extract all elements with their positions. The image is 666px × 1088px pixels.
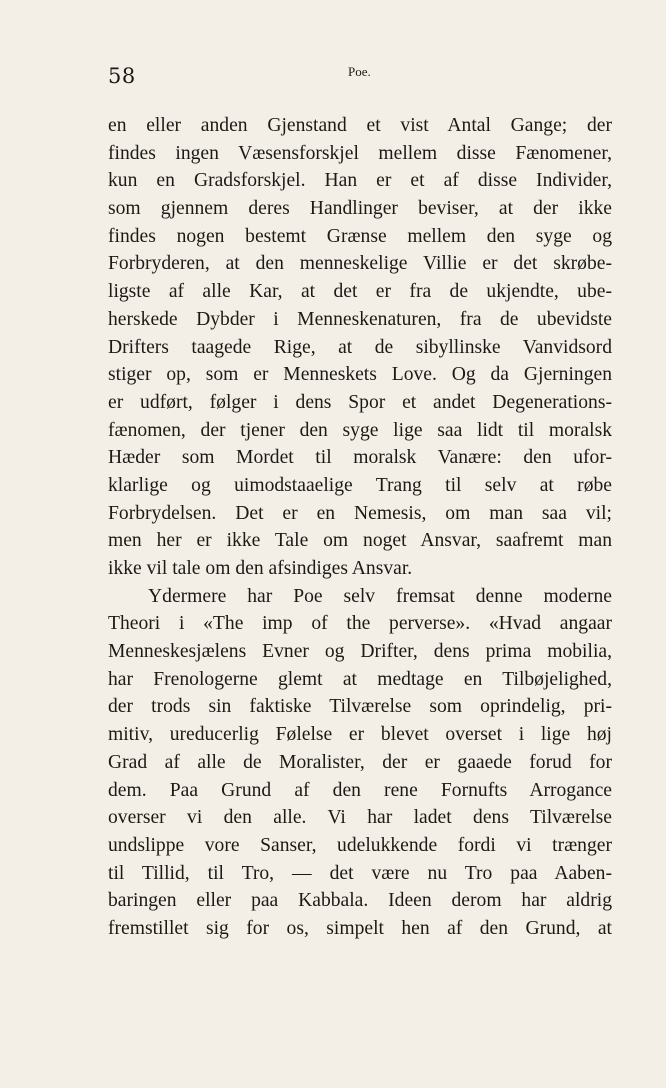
body-text bbox=[108, 112, 612, 943]
text-line: ligste af alle Kar, at det er fra de ukjendte, ube- bbox=[108, 281, 612, 303]
text-line: overser vi den alle. Vi har ladet dens Tilværelse bbox=[108, 807, 612, 829]
text-line: en eller anden Gjenstand et vist Antal Gange; der bbox=[108, 115, 612, 136]
running-head: Poe. bbox=[348, 64, 371, 79]
text-line: Menneskesjælens Evner og Drifter, dens prima mobilia, bbox=[108, 641, 612, 663]
text-line: Forbrydelsen. Det er en Nemesis, om man saa vil; bbox=[108, 502, 612, 524]
text-line: mitiv, ureducerlig Følelse er blevet overset i lige høj bbox=[108, 724, 612, 746]
page-number: 58 bbox=[108, 64, 136, 88]
text-line: Grad af alle de Moralister, der er gaaede forud for bbox=[108, 751, 612, 773]
page-header bbox=[108, 60, 612, 96]
text-line: har Frenologerne glemt at medtage en Tilbøjelighed, bbox=[108, 668, 612, 690]
text-line: undslippe vore Sanser, udelukkende fordi vi trænger bbox=[108, 834, 612, 856]
text-line: dem. Paa Grund af den rene Fornufts Arrogance bbox=[108, 779, 612, 801]
text-line: stiger op, som er Menneskets Love. Og da Gjerningen bbox=[108, 364, 612, 386]
text-line: herskede Dybder i Menneskenaturen, fra de ubevidste bbox=[108, 308, 612, 330]
text-line: findes ingen Væsensforskjel mellem disse Fænomener, bbox=[108, 142, 612, 164]
text-line: baringen eller paa Kabbala. Ideen derom har aldrig bbox=[108, 890, 612, 912]
text-line: fremstillet sig for os, simpelt hen af den Grund, at bbox=[108, 917, 612, 939]
text-line: Drifters taagede Rige, at de sibyllinske Vanvidsord bbox=[108, 336, 612, 358]
text-line: er udført, følger i dens Spor et andet Degenerations- bbox=[108, 391, 612, 413]
text-line: fænomen, der tjener den syge lige saa lidt til moralsk bbox=[108, 419, 612, 441]
text-line: Theori i «The imp of the perverse». «Hvad angaar bbox=[108, 613, 612, 635]
paragraph-end-line: ikke vil tale om den afsindiges Ansvar. bbox=[108, 558, 413, 579]
text-line: men her er ikke Tale om noget Ansvar, saafremt man bbox=[108, 530, 612, 552]
text-line: findes nogen bestemt Grænse mellem den syge og bbox=[108, 225, 612, 247]
text-line: som gjennem deres Handlinger beviser, at der ikke bbox=[108, 198, 612, 220]
text-line: der trods sin faktiske Tilværelse som oprindelig, pri- bbox=[108, 696, 612, 718]
text-line: klarlige og uimodstaaelige Trang til selv at røbe bbox=[108, 474, 612, 496]
text-line: kun en Gradsforskjel. Han er et af disse Individer, bbox=[108, 170, 612, 192]
paragraph-start-line: Ydermere har Poe selv fremsat denne moderne bbox=[148, 585, 612, 607]
text-line: til Tillid, til Tro, — det være nu Tro paa Aaben- bbox=[108, 862, 612, 884]
text-line: Forbryderen, at den menneskelige Villie er det skrøbe- bbox=[108, 253, 612, 275]
text-line: Hæder som Mordet til moralsk Vanære: den ufor- bbox=[108, 447, 612, 469]
